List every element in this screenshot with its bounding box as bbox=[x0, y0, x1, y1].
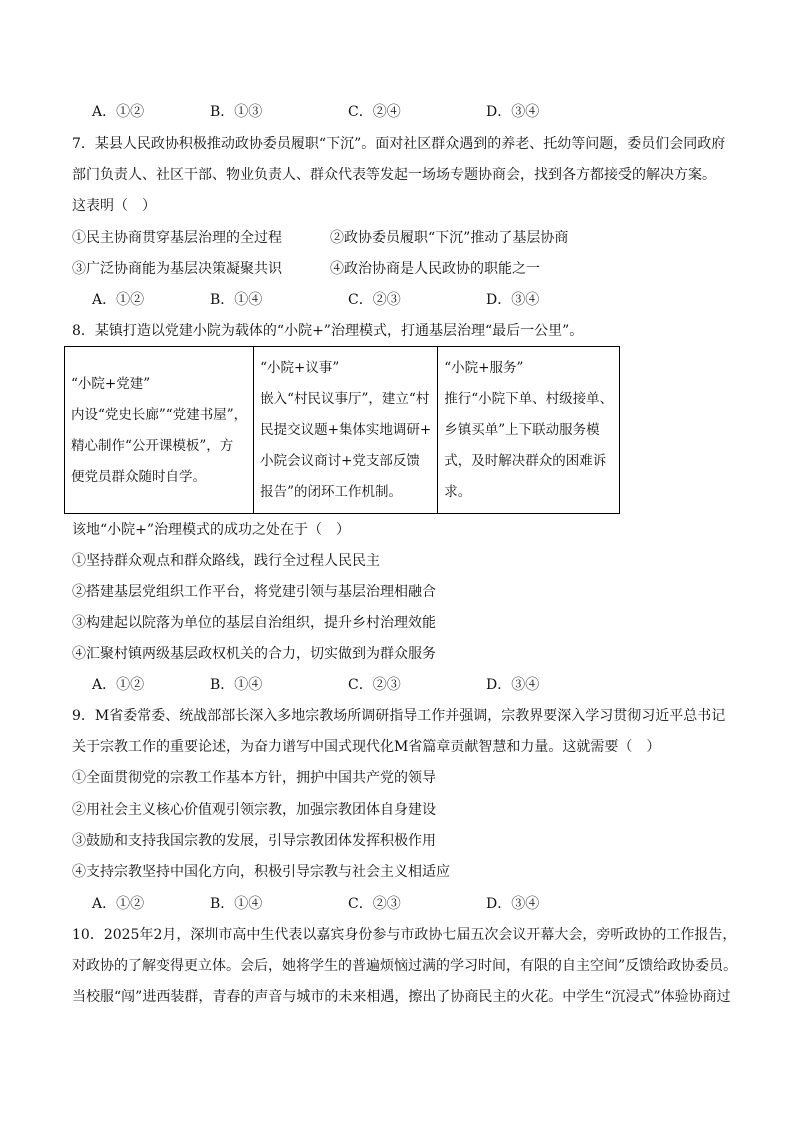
q7-statement-4: ④政治协商是人民政协的职能之一 bbox=[330, 261, 540, 277]
q8-cell-3-line: 式，及时解决群众的困难诉 bbox=[444, 453, 607, 469]
q6-option-d: D．③④ bbox=[486, 104, 540, 120]
q8-cell-1-line: 便党员群众随时自学。 bbox=[71, 469, 206, 485]
q8-model-table bbox=[64, 346, 620, 514]
q10-stem-line-1: 10．2025年2月，深圳市高中生代表以嘉宾身份参与市政协七届五次会议开幕大会，旁听政协的工作报告， bbox=[72, 927, 737, 943]
q8-cell-2-line: “小院+议事” bbox=[260, 360, 340, 376]
q8-statement-2: ②搭建基层党组织工作平台，将党建引领与基层治理相融合 bbox=[72, 584, 436, 600]
q9-stem-line-1: 9．M省委常委、统战部部长深入多地宗教场所调研指导工作并强调，宗教界要深入学习贯彻习近平总书记 bbox=[72, 708, 726, 724]
q9-option-a: A．①② bbox=[92, 896, 145, 912]
q6-option-b: B．①③ bbox=[210, 104, 263, 120]
q9-option-b: B．①④ bbox=[210, 896, 263, 912]
q8-cell-3-line: 推行“小院下单、村级接单、 bbox=[444, 391, 614, 407]
q8-cell-2-line: 嵌入“村民议事厅”，建立“村 bbox=[260, 391, 430, 407]
q7-statement-1: ①民主协商贯穿基层治理的全过程 bbox=[72, 230, 282, 246]
q9-option-c: C．②③ bbox=[348, 896, 401, 912]
q9-option-d: D．③④ bbox=[486, 896, 540, 912]
q7-option-a: A．①② bbox=[92, 292, 145, 308]
q7-statement-3: ③广泛协商能为基层决策凝聚共识 bbox=[72, 261, 282, 277]
q7-option-c: C．②③ bbox=[348, 292, 401, 308]
q8-statement-1: ①坚持群众观点和群众路线，践行全过程人民民主 bbox=[72, 553, 380, 569]
q8-cell-1-line: 内设“党史长廊”“党建书屋”， bbox=[71, 407, 248, 423]
q7-stem-line-2: 部门负责人、社区干部、物业负责人、群众代表等发起一场场专题协商会，找到各方都接受的解决方案。 bbox=[72, 167, 716, 183]
q6-option-c: C．②④ bbox=[348, 104, 401, 120]
q8-option-a: A．①② bbox=[92, 677, 145, 693]
q7-statement-2: ②政协委员履职“下沉”推动了基层协商 bbox=[330, 230, 569, 246]
q6-option-a: A．①② bbox=[92, 104, 145, 120]
q9-statement-4: ④支持宗教坚持中国化方向，积极引导宗教与社会主义相适应 bbox=[72, 864, 450, 880]
q8-cell-3-line: “小院+服务” bbox=[444, 360, 524, 376]
q10-stem-line-3: 当校服“闯”进西装群，青春的声音与城市的未来相遇，擦出了协商民主的火花。中学生“沉浸式”体验协商过 bbox=[72, 989, 731, 1005]
q8-cell-2-line: 民提交议题+集体实地调研+ bbox=[260, 422, 432, 438]
q8-statement-3: ③构建起以院落为单位的基层自治组织，提升乡村治理效能 bbox=[72, 615, 436, 631]
q8-cell-fuwu bbox=[438, 347, 620, 514]
q8-cell-3-line: 求。 bbox=[444, 484, 472, 500]
q9-statement-3: ③鼓励和支持我国宗教的发展，引导宗教团体发挥积极作用 bbox=[72, 833, 436, 849]
q8-stem: 8．某镇打造以党建小院为载体的“小院+”治理模式，打通基层治理“最后一公里”。 bbox=[72, 323, 584, 339]
q7-stem-line-1: 7．某县人民政协积极推动政协委员履职“下沉”。面对社区群众遇到的养老、托幼等问题，委员们会同政府 bbox=[72, 136, 726, 152]
q10-stem-line-2: 对政协的了解变得更立体。会后，她将学生的普遍烦恼过满的学习时间，有限的自主空间”反馈给政协委员。 bbox=[72, 958, 738, 974]
q8-option-b: B．①④ bbox=[210, 677, 263, 693]
q8-statement-4: ④汇聚村镇两级基层政权机关的合力，切实做到为群众服务 bbox=[72, 646, 436, 662]
q8-option-c: C．②③ bbox=[348, 677, 401, 693]
q7-option-b: B．①④ bbox=[210, 292, 263, 308]
q9-statement-1: ①全面贯彻党的宗教工作基本方针，拥护中国共产党的领导 bbox=[72, 770, 436, 786]
q7-stem-line-3: 这表明（ ） bbox=[72, 198, 156, 214]
q8-cell-yishi bbox=[254, 347, 438, 514]
q8-cell-2-line: 报告”的闭环工作机制。 bbox=[260, 484, 403, 500]
q8-question: 该地“小院+”治理模式的成功之处在于（ ） bbox=[72, 522, 351, 538]
q8-cell-1-line: 精心制作“公开课模板”，方 bbox=[71, 438, 234, 454]
q9-stem-line-2: 关于宗教工作的重要论述，为奋力谱写中国式现代化M省篇章贡献智慧和力量。这就需要（ ） bbox=[72, 739, 661, 755]
q8-cell-dangjian bbox=[65, 347, 254, 514]
q8-cell-3-line: 乡镇买单”上下联动服务模 bbox=[444, 422, 600, 438]
q8-cell-1-line: “小院+党建” bbox=[71, 376, 151, 392]
q8-cell-2-line: 小院会议商讨+党支部反馈 bbox=[260, 453, 420, 469]
q8-option-d: D．③④ bbox=[486, 677, 540, 693]
q9-statement-2: ②用社会主义核心价值观引领宗教，加强宗教团体自身建设 bbox=[72, 802, 436, 818]
q7-option-d: D．③④ bbox=[486, 292, 540, 308]
